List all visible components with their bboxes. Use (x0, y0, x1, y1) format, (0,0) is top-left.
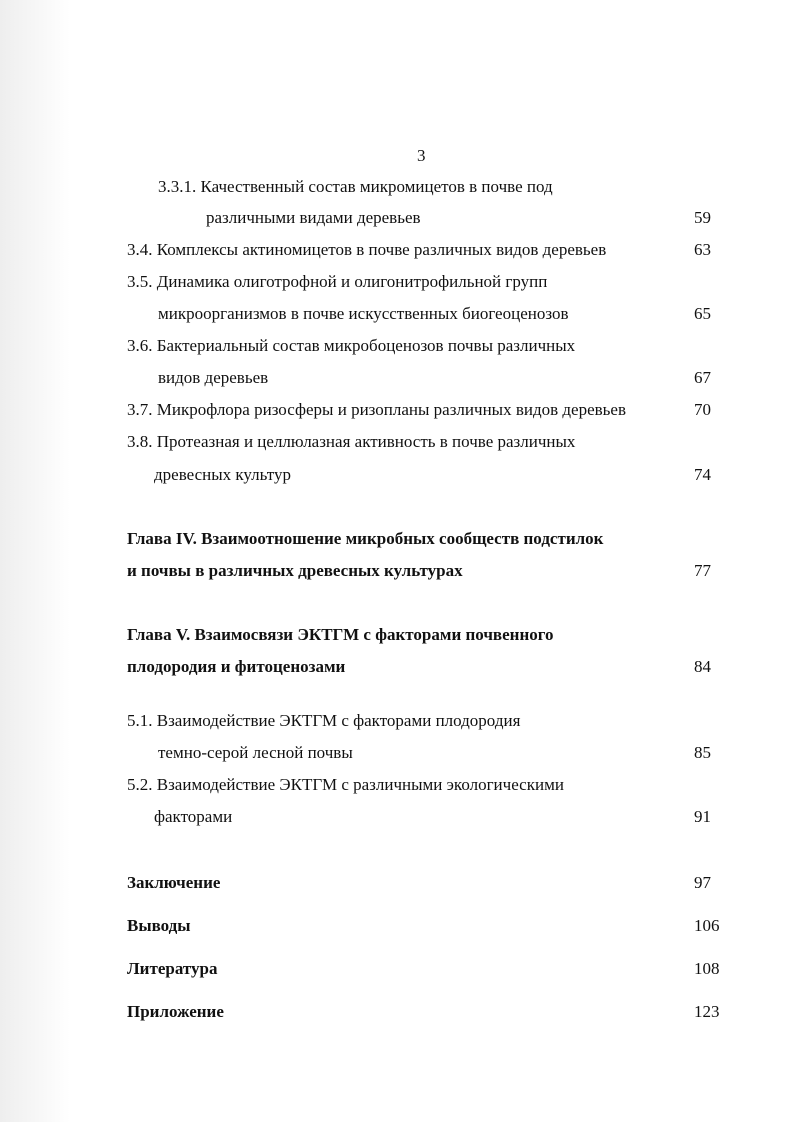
toc-page-number: 123 (694, 1002, 720, 1021)
toc-entry-title: 3.3.1. Качественный состав микромицетов в почве под (158, 177, 553, 196)
toc-entry-title-cont: микроорганизмов в почве искусственных биогеоценозов (158, 304, 569, 323)
toc-chapter-title-cont: плодородия и фитоценозами (127, 657, 346, 676)
toc-chapter-title-cont: и почвы в различных древесных культурах (127, 561, 463, 580)
toc-section-title: Заключение (127, 873, 221, 892)
toc-section-title: Выводы (127, 916, 191, 935)
toc-chapter-title: Глава IV. Взаимоотношение микробных сообществ подстилок (127, 529, 604, 548)
toc-entry-title-cont: древесных культур (154, 465, 291, 484)
toc-entry-title: 3.5. Динамика олиготрофной и олигонитрофильной групп (127, 272, 548, 291)
toc-page-number: 106 (694, 916, 720, 935)
toc-page-number: 77 (694, 561, 711, 580)
toc-page-number: 97 (694, 873, 711, 892)
toc-page-number: 59 (694, 208, 711, 227)
toc-entry-title: 3.7. Микрофлора ризосферы и ризопланы различных видов деревьев (127, 400, 626, 419)
toc-entry-title: 3.8. Протеазная и целлюлазная активность в почве различных (127, 432, 576, 451)
toc-page-number: 65 (694, 304, 711, 323)
toc-entry-title-cont: видов деревьев (158, 368, 269, 387)
page-number: 3 (417, 146, 426, 165)
toc-section-title: Литература (127, 959, 218, 978)
toc-entry-title-cont: факторами (154, 807, 233, 826)
toc-entry-title: 5.2. Взаимодействие ЭКТГМ с различными экологическими (127, 775, 564, 794)
toc-entry-title: 3.6. Бактериальный состав микробоценозов почвы различных (127, 336, 576, 355)
toc-page-number: 85 (694, 743, 711, 762)
toc-page-number: 108 (694, 959, 720, 978)
toc-page-number: 70 (694, 400, 711, 419)
toc-entry-title-cont: темно-серой лесной почвы (158, 743, 353, 762)
scan-shadow (0, 0, 70, 1122)
toc-page-number: 74 (694, 465, 711, 484)
toc-page-number: 84 (694, 657, 711, 676)
toc-page-number: 91 (694, 807, 711, 826)
toc-entry-title: 5.1. Взаимодействие ЭКТГМ с факторами плодородия (127, 711, 521, 730)
toc-chapter-title: Глава V. Взаимосвязи ЭКТГМ с факторами почвенного (127, 625, 554, 644)
toc-entry-title-cont: различными видами деревьев (206, 208, 421, 227)
toc-section-title: Приложение (127, 1002, 224, 1021)
toc-entry-title: 3.4. Комплексы актиномицетов в почве различных видов деревьев (127, 240, 607, 259)
toc-page-number: 67 (694, 368, 711, 387)
toc-page-number: 63 (694, 240, 711, 259)
